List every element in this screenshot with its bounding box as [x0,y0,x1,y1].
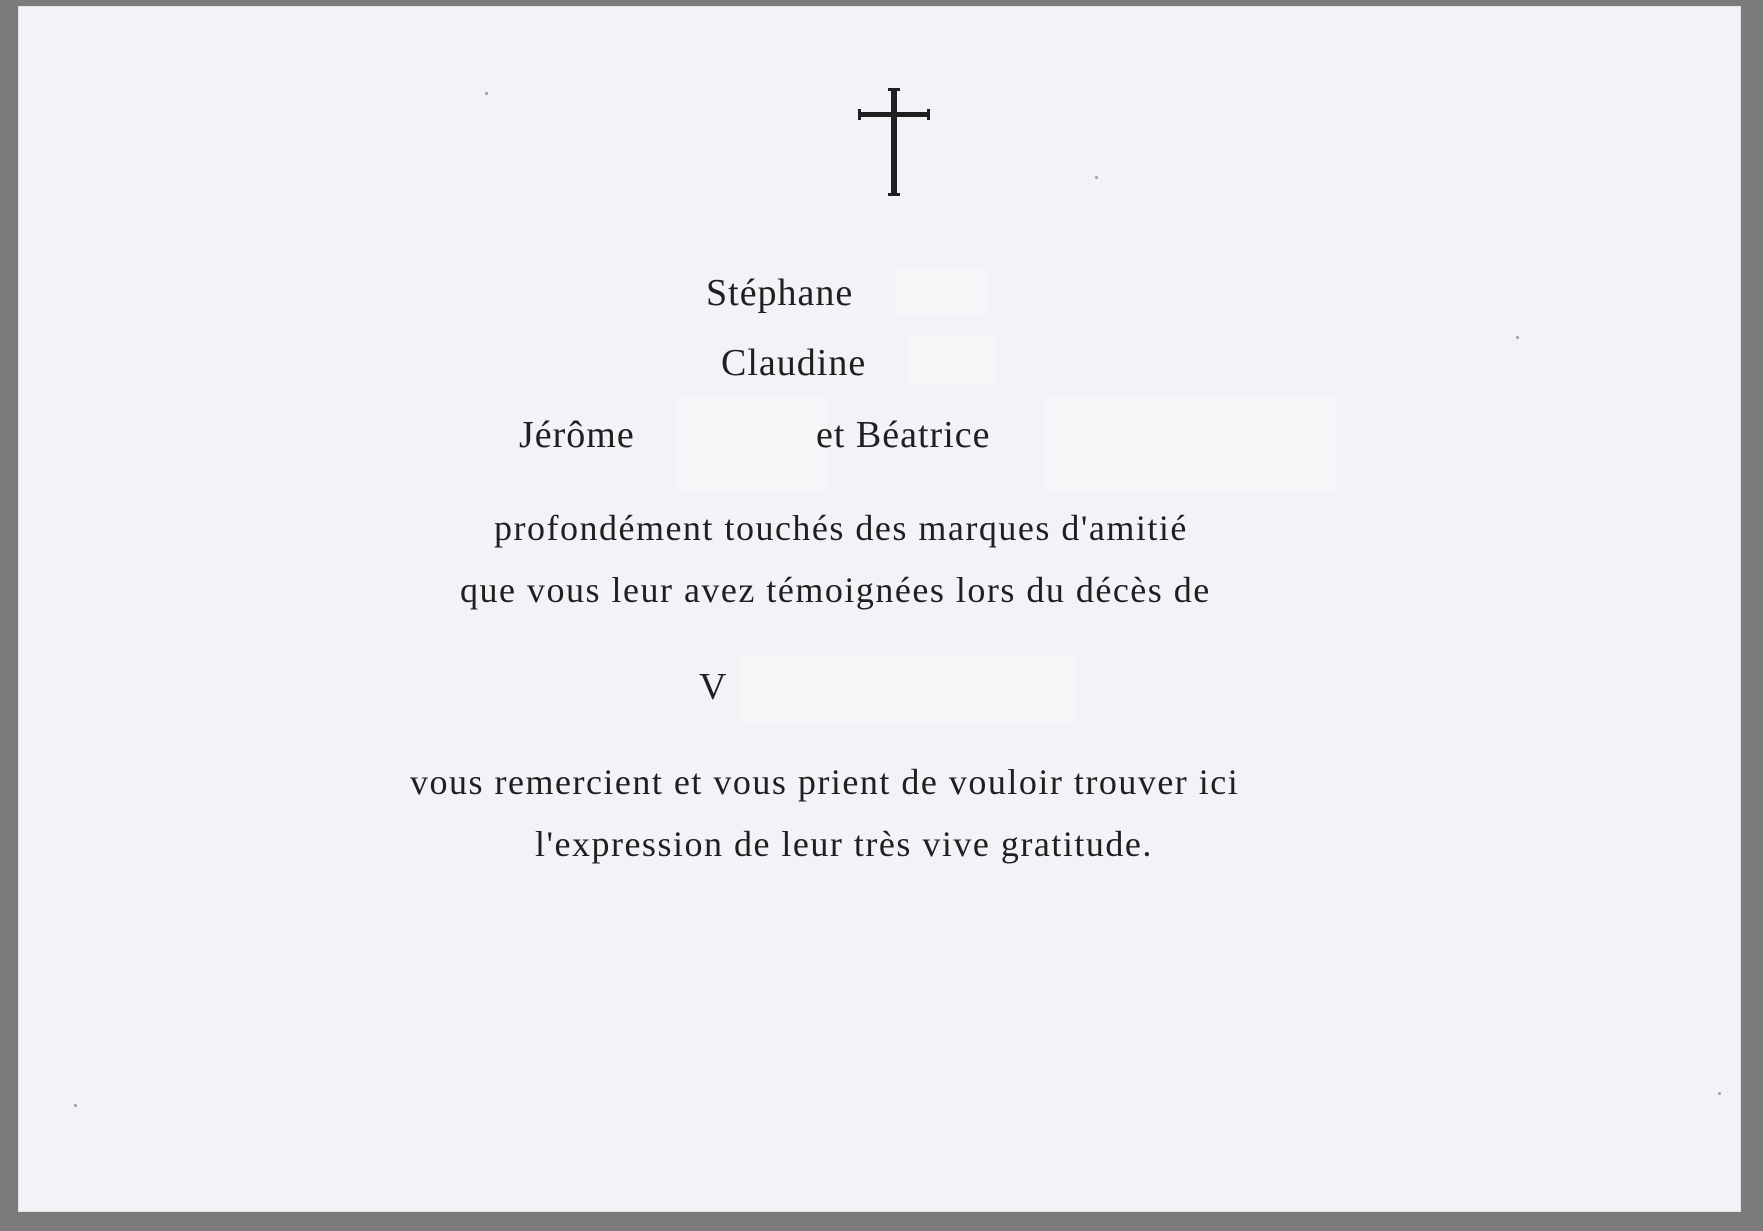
paper-speck [1718,1092,1721,1095]
latin-cross-icon [858,88,930,196]
paper-speck [1516,336,1519,339]
redaction-block [738,656,1078,722]
message-line-4: l'expression de leur très vive gratitude. [535,824,1153,864]
redaction-block [907,336,997,384]
name-beatrice: et Béatrice [816,414,991,456]
deceased-initial: V [699,666,728,708]
redaction-block [896,268,986,316]
redaction-block [676,398,826,490]
message-line-1: profondément touchés des marques d'amitié [494,508,1188,548]
name-stephane: Stéphane [706,272,854,314]
message-line-3: vous remercient et vous prient de vouloir trouver ici [410,762,1240,802]
redaction-block [1046,398,1336,490]
paper-speck [485,92,488,95]
message-line-2: que vous leur avez témoignées lors du décès de [460,570,1211,610]
name-jerome: Jérôme [519,414,635,456]
paper-speck [1095,176,1098,179]
condolence-card [18,6,1741,1212]
name-claudine: Claudine [721,342,867,384]
paper-speck [74,1104,77,1107]
